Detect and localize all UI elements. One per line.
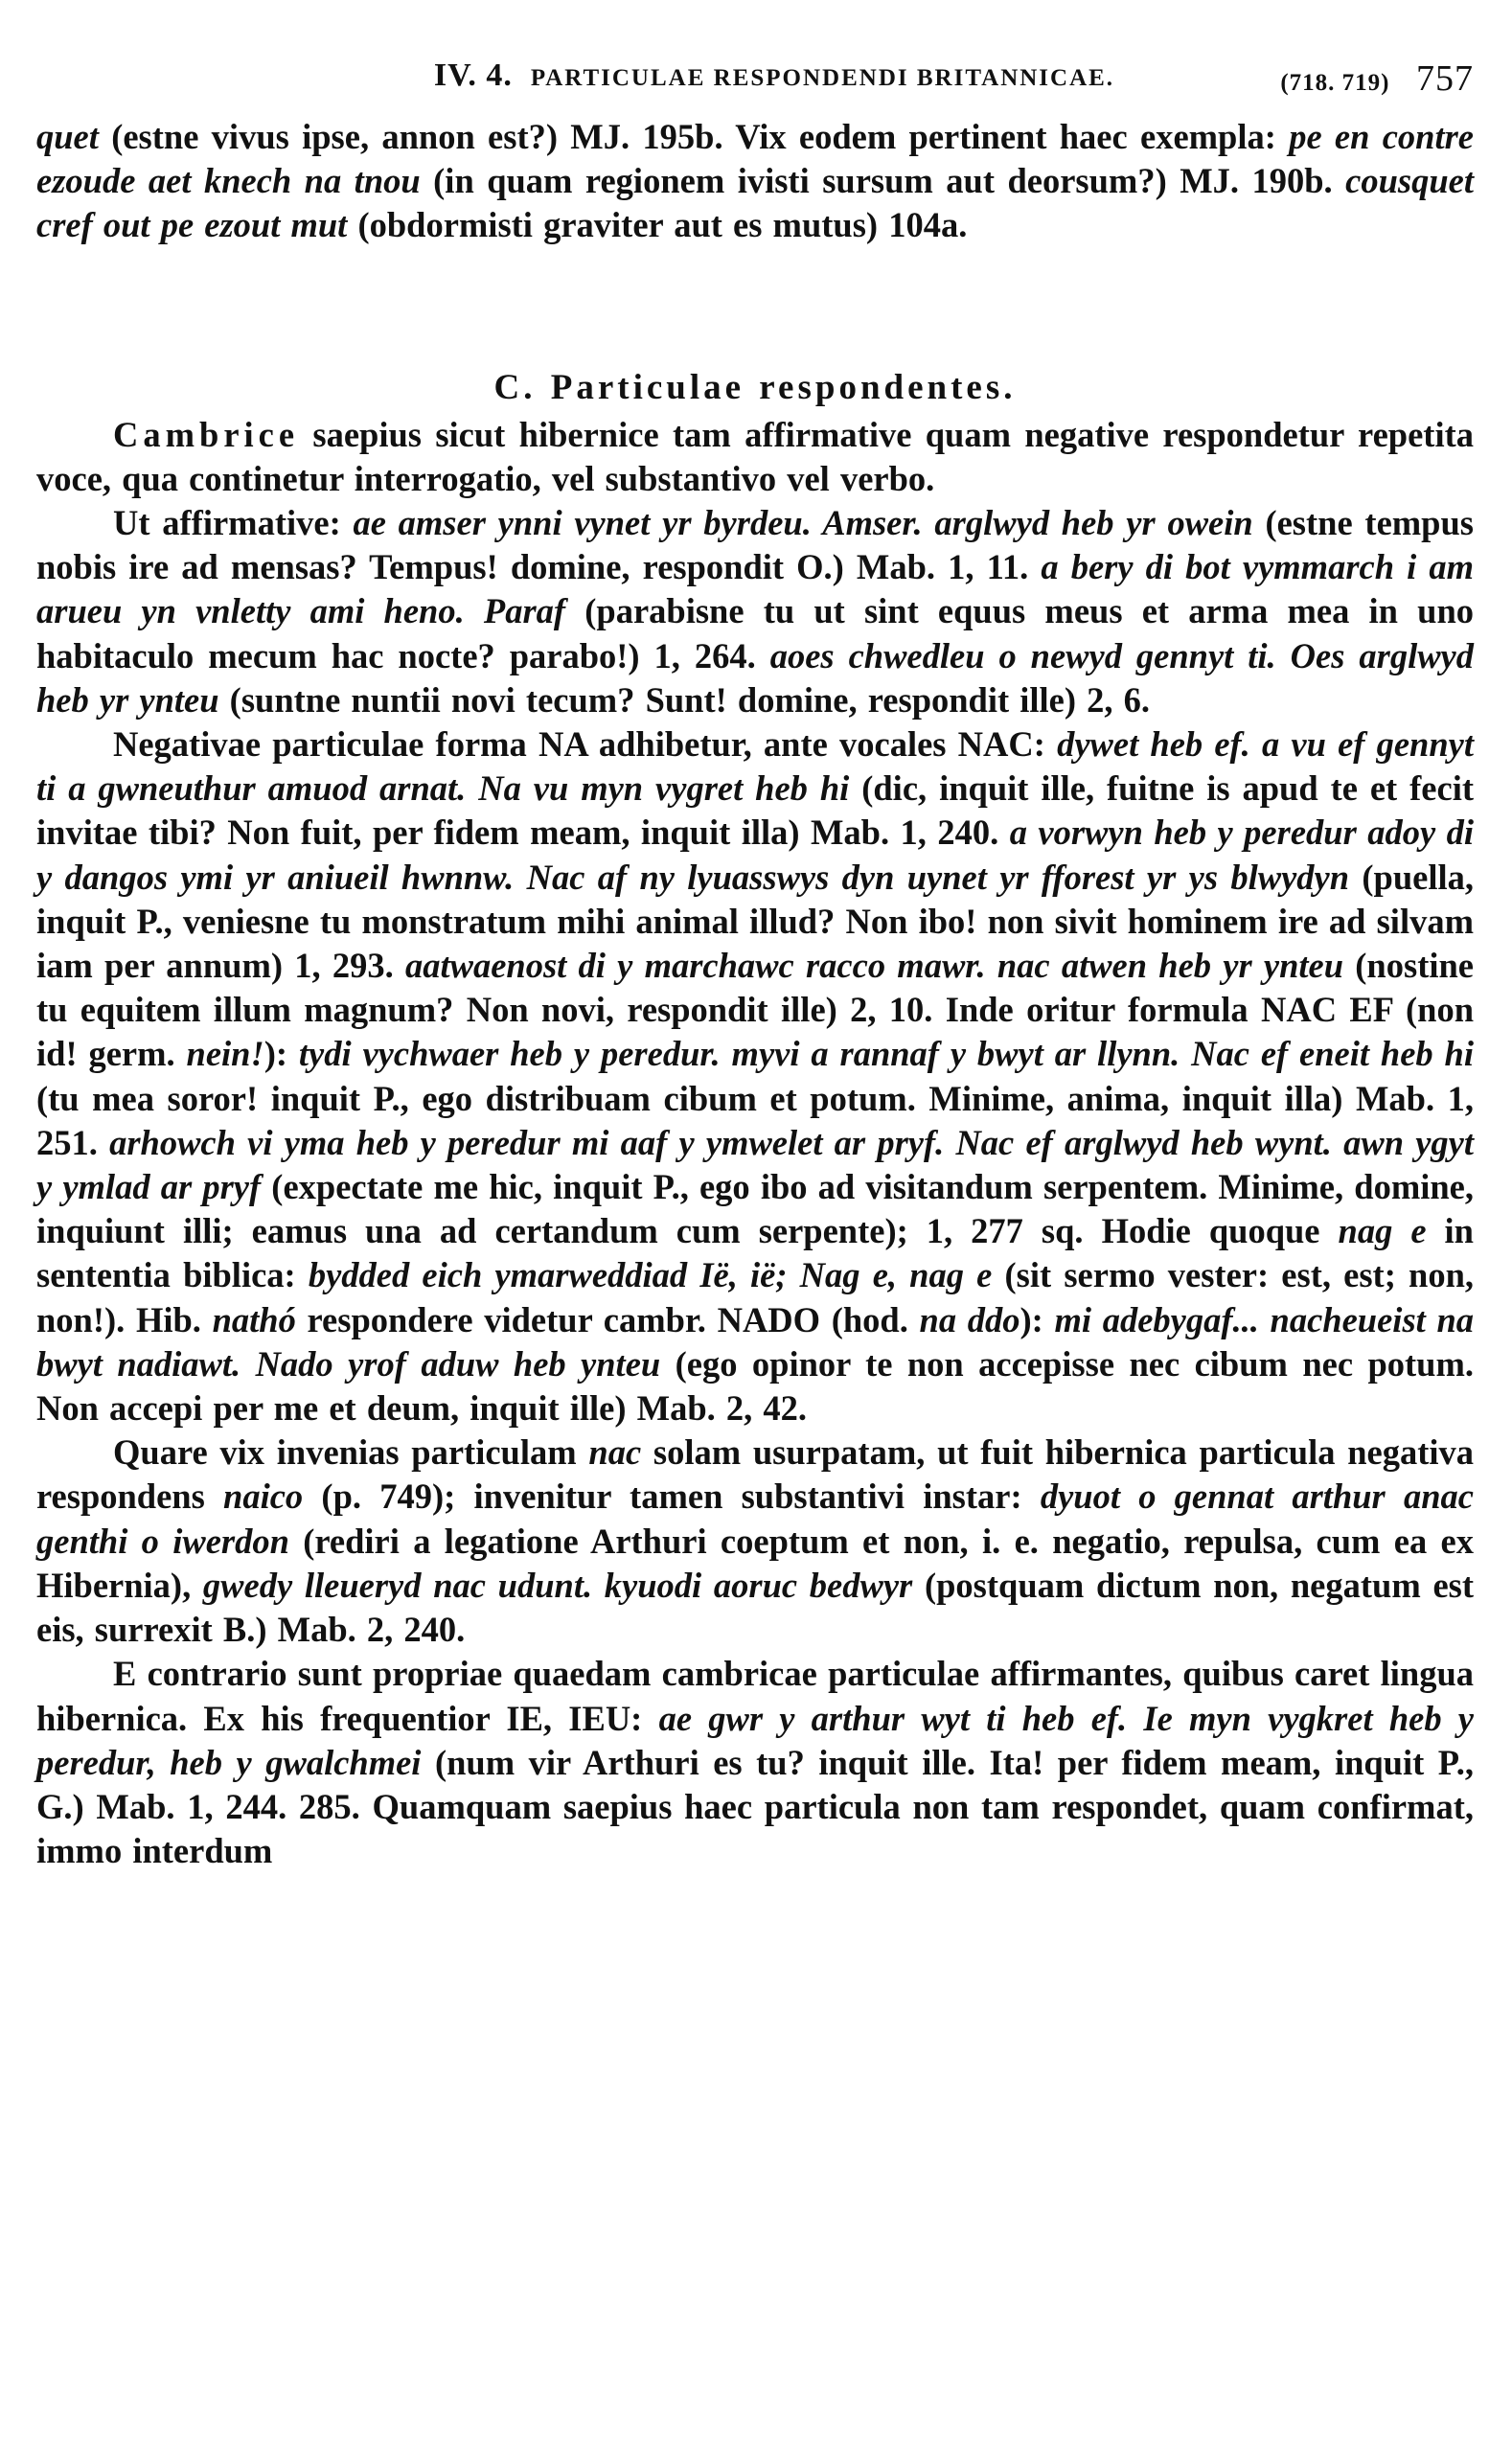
welsh-text: tydi vychwaer heb y peredur. myvi a rannaf y bwyt ar llynn. Nac ef eneit heb hi	[298, 1034, 1474, 1074]
latin-text: Quare vix invenias particulam	[113, 1432, 589, 1473]
latin-text: (postquam dictum non, negatum est eis, surrexit B.) Mab. 2, 240.	[36, 1565, 1475, 1650]
paragraph-4	[36, 722, 1474, 1430]
latin-text: (tu mea soror! inquit P., ego distribuam cibum et potum. Minime, anima, inquit illa) Mab. 1, 251.	[36, 1078, 1474, 1162]
latin-text: (nostine tu equitem illum magnum? Non novi, respondit ille) 2, 10. Inde oritur formula NAC EF (non id! germ.	[36, 946, 1474, 1074]
section-title: PARTICULAE RESPONDENDI BRITANNICAE.	[530, 65, 1115, 91]
breton-text: quet	[36, 117, 99, 156]
latin-text: (num vir Arthuri es tu? inquit ille. Ita! per fidem meam, inquit P., G.) Mab. 1, 244. 285. Quamquam saepius haec particula non tam respondet, quam confirmat, immo interdum	[36, 1742, 1474, 1871]
welsh-text: a bery di bot vymmarch i am arueu yn vnletty ami heno. Paraf	[36, 547, 1475, 631]
latin-text: Negativae particulae forma NA adhibetur, ante vocales NAC:	[113, 724, 1058, 765]
latin-text: respondere videtur cambr. NADO (hod.	[295, 1299, 920, 1339]
latin-text: solam usurpatam, ut fuit hibernica particula negativa respondens	[36, 1432, 1474, 1517]
latin-text: (parabisne tu ut sint equus meus et arma mea in uno habitaculo mecum hac nocte? parabo!) 1, 264.	[36, 591, 1474, 675]
latin-text: (obdormisti graviter aut es mutus) 104a.	[347, 205, 968, 245]
welsh-text: bydded eich ymarweddiad Iё, iё; Nag e, nag e	[308, 1255, 993, 1295]
welsh-text: ae gwr y arthur wyt ti heb ef. Ie myn vygkret heb y peredur, heb y gwalchmei	[36, 1698, 1474, 1782]
german-text: nein!	[186, 1034, 264, 1074]
welsh-text: dyuot o gennat arthur anac genthi o iwerdon	[36, 1476, 1474, 1561]
irish-text: naico	[223, 1476, 304, 1517]
latin-text: (sit sermo vester: est, est; non, non!). Hib.	[36, 1255, 1474, 1339]
latin-text: (p. 749); invenitur tamen substantivi instar:	[303, 1476, 1041, 1517]
page	[36, 57, 1474, 1873]
welsh-text: nac	[588, 1432, 642, 1473]
latin-text: Ut affirmative:	[113, 503, 354, 543]
section-number: IV. 4.	[433, 57, 513, 93]
irish-text: nathó	[212, 1299, 296, 1339]
welsh-text: gwedy lleueryd nac udunt. kyuodi aoruc bedwyr	[202, 1565, 913, 1605]
paragraph-3	[36, 501, 1474, 722]
section-gap	[36, 248, 1474, 363]
running-title	[36, 57, 1474, 94]
latin-text: E contrario sunt propriae quaedam cambricae particulae affirmantes, quibus caret lingua hibernica. Ex his frequentior IE, IEU:	[36, 1654, 1474, 1738]
section-heading: C. Particulae respondentes.	[493, 367, 1017, 407]
latin-text: ):	[1019, 1299, 1055, 1339]
emphasis-text: Cambrice	[113, 414, 300, 454]
section-refs: (718. 719)	[1280, 70, 1390, 96]
paragraph-6	[36, 1652, 1474, 1873]
welsh-text: dywet heb ef. a vu ef gennyt ti a gwneuthur amuod arnat. Na vu myn vygret heb hi	[36, 724, 1474, 809]
latin-text: (rediri a legatione Arthuri coeptum et non, i. e. negatio, repulsa, cum ea ex Hibernia),	[36, 1521, 1474, 1605]
welsh-text: ae amser ynni vynet yr byrdeu. Amser. arglwyd heb yr owein	[353, 503, 1253, 543]
paragraph-1	[36, 115, 1474, 248]
body-text	[36, 115, 1474, 1873]
welsh-text: aoes chwedleu o newyd gennyt ti. Oes arglwyd heb yr ynteu	[36, 635, 1475, 720]
welsh-text: aatwaenost di y marchawc racco mawr. nac atwen heb yr ynteu	[404, 946, 1344, 986]
latin-text: (estne tempus nobis ire ad mensas? Tempus! domine, respondit O.) Mab. 1, 11.	[36, 503, 1474, 587]
welsh-text: a vorwyn heb y peredur adoy di y dangos ymi yr aniueil hwnnw. Nac af ny lyuasswys dyn uynet yr fforest yr ys blwydyn	[36, 813, 1474, 897]
latin-text: (suntne nuntii novi tecum? Sunt! domine, respondit ille) 2, 6.	[218, 679, 1151, 720]
latin-text: ):	[263, 1034, 299, 1074]
latin-text: saepius sicut hibernice tam affirmative quam negative respondetur repetita voce, qua continetur interrogatio, vel substantivo vel verbo.	[36, 414, 1474, 498]
page-number: 757	[1416, 58, 1474, 99]
latin-text: (expectate me hic, inquit P., ego ibo ad visitandum serpentem. Minime, domine, inquiunt illi; eamus una ad certandum cum serpente); 1, 277 sq. Hodie quoque	[36, 1167, 1475, 1251]
latin-text: (ego opinor te non accepisse nec cibum nec potum. Non accepi per me et deum, inquit ille) Mab. 2, 42.	[36, 1343, 1474, 1429]
latin-text: (estne vivus ipse, annon est?) MJ. 195b. Vix eodem pertinent haec exempla:	[98, 117, 1290, 156]
welsh-text: arhowch vi yma heb y peredur mi aaf y ymwelet ar pryf. Nac ef arglwyd heb wynt. awn ygyt y ymlad ar pryf	[36, 1122, 1474, 1207]
breton-text: cousquet cref out pe ezout mut	[36, 161, 1474, 245]
latin-text: (puella, inquit P., veniesne tu monstratum mihi animal illud? Non ibo! non sivit hominem ire ad silvam iam per annum) 1, 293.	[36, 857, 1474, 986]
paragraph-5	[36, 1430, 1474, 1652]
page-reference	[1280, 57, 1474, 100]
breton-text: pe en contre ezoude aet knech na tnou	[36, 117, 1475, 201]
paragraph-2	[36, 413, 1474, 501]
latin-text: in sententia biblica:	[36, 1211, 1474, 1295]
welsh-text: mi adebygaf... nacheueist na bwyt nadiawt. Nado yrof aduw heb ynteu	[36, 1299, 1475, 1384]
latin-text: (in quam regionem ivisti sursum aut deorsum?) MJ. 190b.	[420, 161, 1346, 201]
welsh-text: nag e	[1338, 1211, 1427, 1251]
welsh-text: na ddo	[919, 1299, 1020, 1339]
latin-text: (dic, inquit ille, fuitne is apud te et fecit invitae tibi? Non fuit, per fidem meam, inquit illa) Mab. 1, 240.	[36, 768, 1474, 853]
running-head	[36, 57, 1474, 115]
